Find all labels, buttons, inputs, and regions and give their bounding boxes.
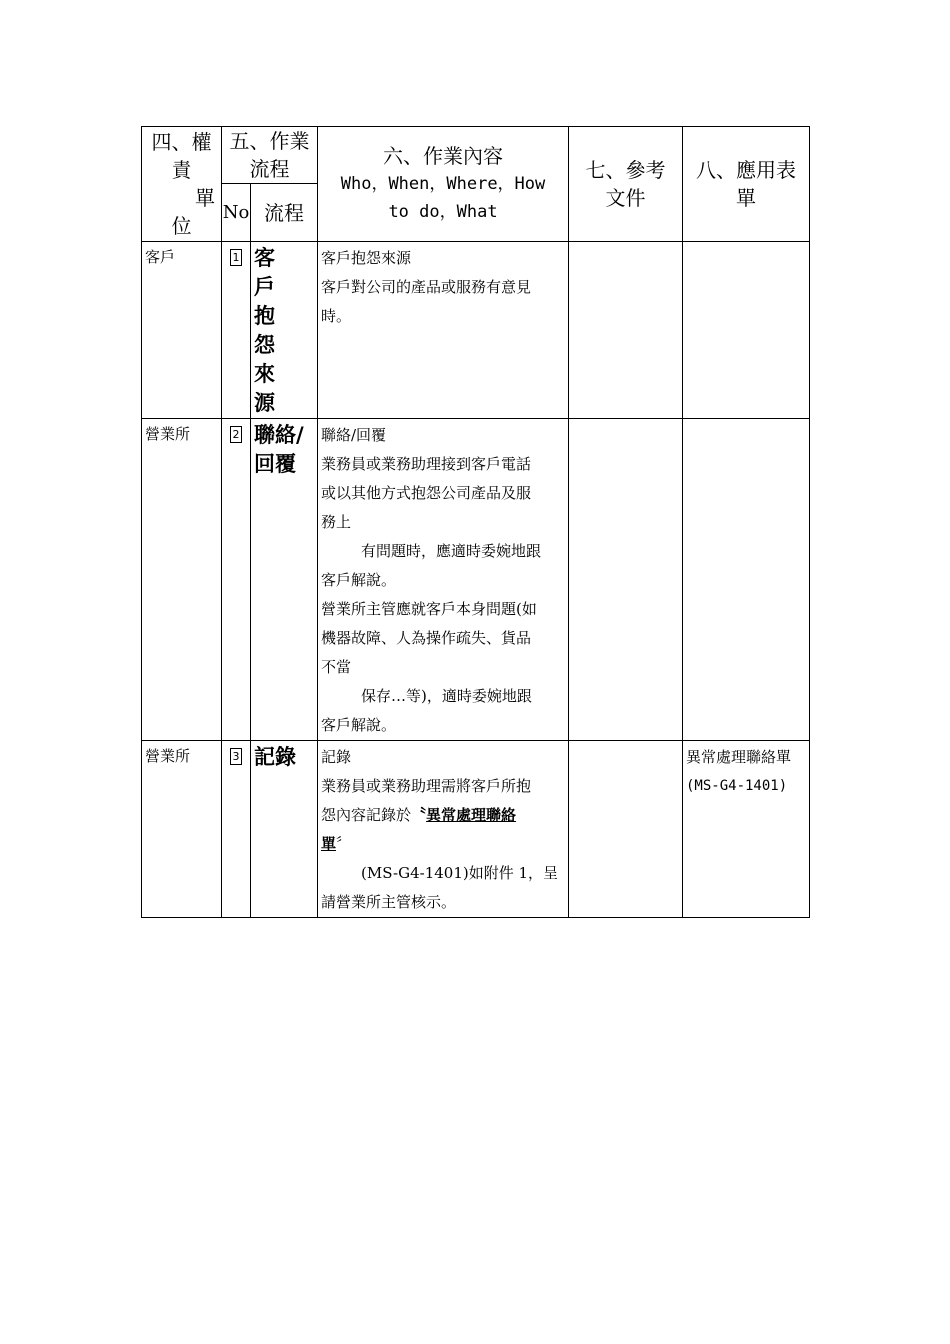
content-line: 客戶解說。 xyxy=(321,571,397,589)
row-reference xyxy=(569,242,683,419)
header-unit-line4: 位 xyxy=(171,214,192,238)
table-row xyxy=(142,419,810,741)
header-reference-line1: 七、參考 xyxy=(585,158,666,182)
content-line: 或以其他方式抱怨公司產品及服 xyxy=(321,484,532,502)
header-forms-line2: 單 xyxy=(736,186,756,210)
flow-line: 記錄 xyxy=(254,745,296,769)
row-form xyxy=(683,242,810,419)
row-flow-step xyxy=(251,741,318,918)
header-flow: 流程 xyxy=(251,184,318,242)
procedure-table xyxy=(141,126,810,918)
step-number-box: 1 xyxy=(230,249,242,266)
flow-line: 源 xyxy=(254,391,275,415)
quote-open: 〝 xyxy=(411,806,427,824)
row-content xyxy=(318,741,569,918)
quote-close: 〞 xyxy=(336,835,352,853)
row-reference xyxy=(569,419,683,741)
flow-line: 回覆 xyxy=(254,452,296,476)
header-content-line2: Who，When，Where，How xyxy=(340,174,546,194)
header-responsible-unit xyxy=(142,127,222,242)
content-line xyxy=(321,801,566,830)
content-line: 客戶解說。 xyxy=(321,716,397,734)
content-title: 記錄 xyxy=(321,748,352,766)
content-line: 業務員或業務助理接到客戶電話 xyxy=(321,455,532,473)
content-title: 聯絡/回覆 xyxy=(321,426,387,444)
header-unit-line2: 責 xyxy=(171,158,192,182)
content-title: 客戶抱怨來源 xyxy=(321,249,412,267)
header-reference-docs xyxy=(569,127,683,242)
row-unit: 營業所 xyxy=(142,741,222,918)
header-no: No xyxy=(222,184,251,242)
row-number xyxy=(222,419,251,741)
header-workflow-line2: 流程 xyxy=(249,157,290,181)
header-unit-line3: 單 xyxy=(195,186,215,210)
row-number xyxy=(222,242,251,419)
row-content xyxy=(318,419,569,741)
header-workflow xyxy=(222,127,318,184)
header-forms-line1: 八、應用表 xyxy=(696,158,796,182)
flow-line: 抱 怨 xyxy=(254,304,296,357)
form-reference-name: 異常處理聯絡 xyxy=(426,806,517,824)
header-content-line1: 六、作業內容 xyxy=(383,144,503,168)
table-row xyxy=(142,242,810,419)
row-unit: 營業所 xyxy=(142,419,222,741)
content-line: 不當 xyxy=(321,658,352,676)
content-line: 保存…等)，適時委婉地跟 xyxy=(361,687,532,705)
row-reference xyxy=(569,741,683,918)
table-row xyxy=(142,741,810,918)
content-line: 客戶對公司的產品或服務有意見 xyxy=(321,278,532,296)
header-workflow-line1: 五、作業 xyxy=(229,129,310,153)
content-line: 務上 xyxy=(321,513,352,531)
form-code: (MS-G4-1401) xyxy=(686,778,788,794)
content-line-pre: 怨內容記錄於 xyxy=(321,806,412,824)
content-line: 請營業所主管核示。 xyxy=(321,893,457,911)
content-line: 時。 xyxy=(321,307,352,325)
row-flow-step xyxy=(251,242,318,419)
form-reference-name-cont: 單 xyxy=(321,835,337,853)
content-line: 機器故障、人為操作疏失、貨品 xyxy=(321,629,532,647)
content-line: 有問題時，應適時委婉地跟 xyxy=(361,542,542,560)
row-content xyxy=(318,242,569,419)
content-line xyxy=(321,830,566,859)
flow-line: 聯絡/ xyxy=(254,423,304,447)
content-line: 業務員或業務助理需將客戶所抱 xyxy=(321,777,532,795)
header-unit-line1: 四、權 xyxy=(151,130,212,154)
header-work-content xyxy=(318,127,569,242)
step-number-box: 2 xyxy=(230,426,242,443)
step-number-box: 3 xyxy=(230,748,242,765)
header-content-line3: to do，What xyxy=(388,202,498,222)
content-line: (MS-G4-1401)如附件 1，呈 xyxy=(361,864,559,882)
row-form xyxy=(683,419,810,741)
row-form xyxy=(683,741,810,918)
flow-line: 客 戶 xyxy=(254,246,296,299)
row-number xyxy=(222,741,251,918)
header-applied-forms xyxy=(683,127,810,242)
row-flow-step xyxy=(251,419,318,741)
header-reference-line2: 文件 xyxy=(605,186,646,210)
form-name: 異常處理聯絡單 xyxy=(686,748,792,766)
row-unit: 客戶 xyxy=(142,242,222,419)
flow-line: 來 xyxy=(254,362,275,386)
content-line: 營業所主管應就客戶本身問題(如 xyxy=(321,600,537,618)
